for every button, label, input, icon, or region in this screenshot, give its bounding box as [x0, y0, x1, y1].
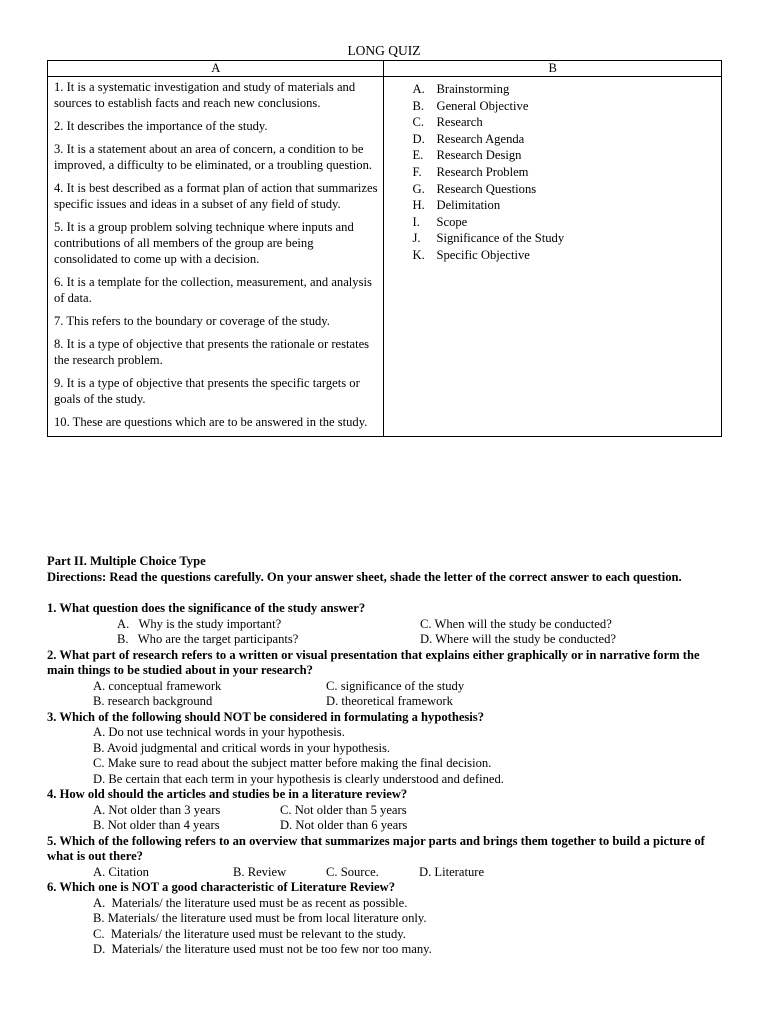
matching-table: [47, 60, 722, 437]
mc-choice: D. theoretical framework: [326, 694, 453, 708]
matching-option: F. Research Problem: [412, 164, 529, 179]
mc-question-stem: 3. Which of the following should NOT be considered in formulating a hypothesis?: [47, 709, 485, 724]
mc-choice: A. conceptual framework: [93, 678, 222, 693]
matching-option: B. General Objective: [412, 98, 529, 113]
mc-choice: D. Materials/ the literature used must not be too few nor too many.: [93, 942, 432, 956]
matching-option: A. Brainstorming: [412, 82, 510, 96]
mc-choice: A. Materials/ the literature used must be as recent as possible.: [93, 895, 408, 910]
part2-section: [47, 554, 727, 958]
mc-question-stem: 5. Which of the following refers to an overview that summarizes major parts and brings them together to build a picture of what is out there?: [47, 833, 705, 863]
mc-choice: B. research background: [93, 694, 213, 708]
mc-choice: A. Citation: [93, 864, 149, 879]
mc-choice: C. Source.: [326, 864, 379, 879]
mc-choice: C. When will the study be conducted?: [420, 616, 612, 631]
mc-choice: C. Not older than 5 years: [280, 802, 407, 817]
matching-question: 8. It is a type of objective that presents the rationale or restates the research problem.: [54, 337, 370, 367]
mc-choice: B. Avoid judgmental and critical words in your hypothesis.: [93, 740, 391, 755]
mc-choice: B. Not older than 4 years: [93, 818, 220, 832]
matching-option: J. Significance of the Study: [412, 231, 565, 246]
matching-question: 4. It is best described as a format plan of action that summarizes specific issues and ideas in a subset of any field of study.: [54, 181, 378, 211]
mc-question-stem: 6. Which one is NOT a good characteristic of Literature Review?: [47, 880, 396, 894]
mc-choice-row: [47, 617, 727, 633]
matching-question: 10. These are questions which are to be answered in the study.: [54, 415, 368, 429]
column-a-questions: [48, 77, 384, 437]
matching-option: G. Research Questions: [412, 181, 537, 196]
page-title: LONG QUIZ: [347, 43, 421, 58]
column-b-header: B: [384, 61, 722, 77]
part2-heading: Part II. Multiple Choice Type: [47, 554, 206, 568]
mc-choice: A. Do not use technical words in your hypothesis.: [93, 725, 345, 739]
mc-choice: D. Where will the study be conducted?: [420, 632, 616, 646]
matching-question: 9. It is a type of objective that presents the specific targets or goals of the study.: [54, 376, 360, 406]
mc-choice: C. Make sure to read about the subject matter before making the final decision.: [93, 756, 492, 770]
mc-choice: C. significance of the study: [326, 678, 465, 693]
mc-choice: D. Literature: [419, 864, 485, 879]
mc-choice-row: [47, 632, 727, 648]
column-a-header: A: [48, 61, 384, 77]
column-b-options: [384, 77, 722, 437]
mc-choice-row: [47, 803, 727, 819]
matching-option: D. Research Agenda: [412, 131, 525, 146]
mc-choice: C. Materials/ the literature used must be relevant to the study.: [93, 926, 406, 941]
matching-question: 2. It describes the importance of the study.: [54, 119, 268, 133]
matching-option: C. Research: [412, 115, 483, 130]
mc-choice-row: [47, 679, 727, 695]
matching-question: 1. It is a systematic investigation and study of materials and sources to establish facts and reach new conclusions.: [54, 80, 356, 110]
mc-choice: D. Not older than 6 years: [280, 818, 408, 832]
mc-choice-row: [47, 818, 727, 834]
mc-choice: B. Review: [233, 864, 287, 879]
mc-question-stem: 1. What question does the significance of the study answer?: [47, 601, 366, 615]
mc-choice: B. Who are the target participants?: [117, 632, 299, 646]
matching-option: H. Delimitation: [412, 198, 501, 213]
matching-option: I. Scope: [412, 214, 468, 229]
mc-question-stem: 2. What part of research refers to a written or visual presentation that explains either graphically or in narrative form the main things to be studied about in your research?: [47, 647, 700, 677]
matching-option: E. Research Design: [412, 148, 522, 163]
mc-choice: B. Materials/ the literature used must be from local literature only.: [93, 911, 427, 925]
mc-choice: D. Be certain that each term in your hypothesis is clearly understood and defined.: [93, 771, 504, 786]
mc-choice-row: [47, 865, 727, 881]
mc-choice: A. Not older than 3 years: [93, 802, 221, 817]
matching-question: 6. It is a template for the collection, measurement, and analysis of data.: [54, 275, 372, 305]
mc-choice-row: [47, 694, 727, 710]
matching-question: 3. It is a statement about an area of concern, a condition to be improved, a difficulty to be eliminated, or a troubling question.: [54, 142, 373, 172]
mc-question-stem: 4. How old should the articles and studies be in a literature review?: [47, 787, 408, 801]
matching-option: K. Specific Objective: [412, 247, 530, 262]
matching-question: 5. It is a group problem solving technique where inputs and contributions of all members of the group are being consolidated to come up with a decision.: [54, 220, 354, 266]
matching-question: 7. This refers to the boundary or coverage of the study.: [54, 314, 330, 328]
part2-directions: Directions: Read the questions carefully. On your answer sheet, shade the letter of the correct answer to each question.: [47, 569, 682, 584]
mc-choice: A. Why is the study important?: [117, 616, 282, 631]
